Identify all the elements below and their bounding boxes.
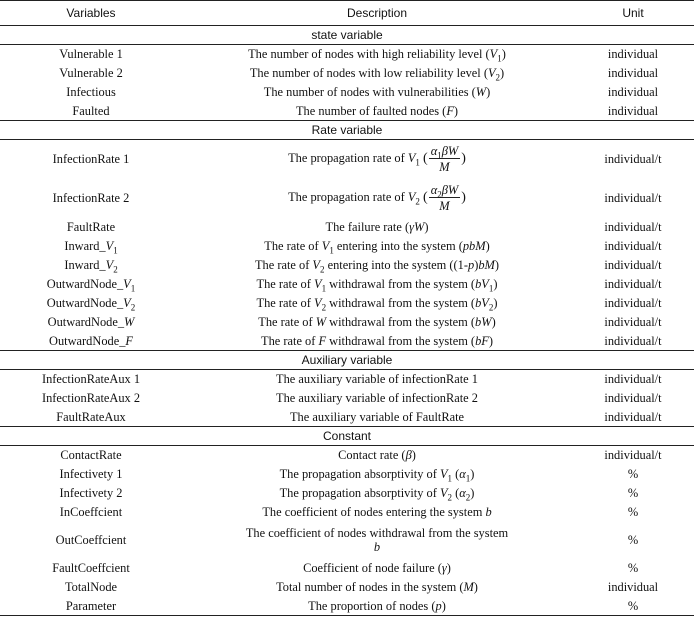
section-row-state bbox=[0, 26, 694, 45]
table-row bbox=[0, 102, 694, 121]
variable-name: OutwardNode_W bbox=[47, 315, 135, 329]
variable-description: The rate of W withdrawal from the system (bW) bbox=[258, 315, 496, 329]
table-row bbox=[0, 45, 694, 64]
section-row-constant bbox=[0, 427, 694, 446]
section-title-rate: Rate variable bbox=[0, 121, 694, 140]
section-row-rate bbox=[0, 121, 694, 140]
variable-unit: individual bbox=[607, 85, 659, 99]
variable-description: The coefficient of nodes entering the system b bbox=[262, 505, 492, 519]
table-row bbox=[0, 237, 694, 256]
variable-name: InfectionRateAux 2 bbox=[41, 391, 141, 405]
table-row bbox=[0, 294, 694, 313]
variable-unit: individual/t bbox=[604, 333, 662, 348]
variable-name: TotalNode bbox=[64, 580, 118, 594]
table-row bbox=[0, 522, 694, 559]
table-row bbox=[0, 83, 694, 102]
table-row bbox=[0, 370, 694, 389]
table-row bbox=[0, 64, 694, 83]
table-row bbox=[0, 332, 694, 351]
variable-unit: individual/t bbox=[604, 372, 662, 387]
table-row bbox=[0, 313, 694, 332]
variable-description: The rate of $V_2$ withdrawal from the system $(bV_2)$ bbox=[256, 296, 498, 313]
variable-description: The auxiliary variable of infectionRate 1 bbox=[276, 372, 478, 387]
variable-name: Parameter bbox=[0, 597, 182, 616]
variable-unit: individual bbox=[607, 580, 659, 594]
variable-unit: individual/t bbox=[604, 315, 662, 329]
table-row bbox=[0, 597, 694, 616]
variable-unit: individual/t bbox=[604, 409, 662, 424]
variable-unit: individual/t bbox=[604, 239, 662, 253]
variable-name: InfectionRate 2 bbox=[52, 191, 130, 205]
variable-unit: individual/t bbox=[604, 448, 662, 463]
variable-description: The auxiliary variable of FaultRate bbox=[289, 409, 465, 424]
header-unit: Unit bbox=[572, 1, 694, 26]
table-row bbox=[0, 408, 694, 427]
variable-unit: % bbox=[627, 467, 639, 481]
section-title-constant: Constant bbox=[0, 427, 694, 446]
variable-unit: individual/t bbox=[604, 391, 662, 405]
table-row bbox=[0, 484, 694, 503]
table-row bbox=[0, 578, 694, 597]
variable-description: The propagation rate of $V_2$ ( $\frac{\alpha_2\beta W}{M}$ ) bbox=[288, 183, 466, 213]
section-title-state: state variable bbox=[0, 26, 694, 45]
variable-description: The number of nodes with low reliability level $(V_2)$ bbox=[249, 66, 505, 83]
variable-name: Infectivety 1 bbox=[59, 467, 123, 481]
section-title-auxiliary: Auxiliary variable bbox=[0, 351, 694, 370]
variable-description: The propagation absorptivity of $V_2$ $(\alpha_2)$ bbox=[279, 486, 475, 503]
header-variables: Variables bbox=[0, 1, 182, 26]
table-row bbox=[0, 218, 694, 237]
variable-description: The number of nodes with high reliability level $(V_1)$ bbox=[248, 47, 506, 64]
table-row bbox=[0, 389, 694, 408]
variable-description: The number of nodes with vulnerabilities (W) bbox=[263, 85, 491, 99]
variable-name: Vulnerable 2 bbox=[59, 66, 123, 80]
table-row bbox=[0, 140, 694, 179]
variable-description: Coefficient of node failure (γ) bbox=[303, 561, 451, 575]
variable-name: Vulnerable 1 bbox=[59, 47, 123, 62]
variable-description: The rate of $V_1$ entering into the system (pbM) bbox=[264, 239, 490, 256]
variable-description: The rate of $V_1$ withdrawal from the system $(bV_1)$ bbox=[256, 277, 498, 294]
table-row bbox=[0, 465, 694, 484]
variable-name: $Inward\_V_2$ bbox=[64, 258, 118, 275]
table-row bbox=[0, 559, 694, 578]
table-row bbox=[0, 503, 694, 522]
table-row bbox=[0, 446, 694, 465]
variable-description: The propagation rate of $V_1$ ( $\frac{\alpha_1\beta W}{M}$ ) bbox=[288, 144, 466, 175]
variable-unit: individual/t bbox=[604, 258, 662, 272]
variable-name: $OutwardNode\_V_1$ bbox=[46, 277, 136, 294]
variable-name: OutwardNode_F bbox=[49, 333, 133, 348]
variable-unit: % bbox=[627, 533, 639, 547]
variable-unit: % bbox=[627, 561, 639, 575]
variable-name: InCoeffcient bbox=[59, 505, 123, 519]
variable-name: FaultRateAux bbox=[56, 409, 126, 424]
variable-unit: individual bbox=[607, 47, 659, 62]
variable-name: FaultRate bbox=[66, 220, 116, 234]
table-row bbox=[0, 256, 694, 275]
variable-description: The coefficient of nodes withdrawal from the system b bbox=[245, 526, 509, 554]
header-description: Description bbox=[182, 1, 572, 26]
variable-unit: individual/t bbox=[604, 296, 662, 310]
variable-description: Contact rate (β) bbox=[338, 448, 416, 463]
variable-unit: individual bbox=[607, 66, 659, 80]
variable-description: Total number of nodes in the system (M) bbox=[276, 580, 478, 594]
variable-unit: individual bbox=[607, 103, 659, 118]
variable-name: $OutwardNode\_V_2$ bbox=[46, 296, 136, 313]
table-row bbox=[0, 179, 694, 218]
variable-unit: individual/t bbox=[604, 152, 662, 167]
variable-description: The auxiliary variable of infectionRate 2 bbox=[276, 391, 478, 405]
variable-description: The rate of F withdrawal from the system (bF) bbox=[261, 333, 493, 348]
variable-unit: % bbox=[572, 597, 694, 616]
table-row bbox=[0, 275, 694, 294]
variable-description: The failure rate (γW) bbox=[325, 220, 429, 234]
variable-name: Infectious bbox=[66, 85, 116, 99]
variable-name: Infectivety 2 bbox=[59, 486, 123, 500]
variable-description: The propagation absorptivity of $V_1$ $(\alpha_1)$ bbox=[279, 467, 475, 484]
variable-name: Faulted bbox=[72, 103, 110, 118]
variable-unit: % bbox=[627, 505, 639, 519]
variable-unit: % bbox=[627, 486, 639, 500]
variable-name: FaultCoeffcient bbox=[52, 561, 130, 575]
variable-unit: individual/t bbox=[604, 191, 662, 205]
variable-description: The rate of $V_2$ entering into the system ((1-p)bM) bbox=[254, 258, 500, 275]
header-row bbox=[0, 1, 694, 26]
variable-unit: individual/t bbox=[604, 220, 662, 234]
variable-name: $Inward\_V_1$ bbox=[64, 239, 118, 256]
variable-name: ContactRate bbox=[60, 448, 122, 463]
section-row-auxiliary bbox=[0, 351, 694, 370]
variable-description: The proportion of nodes (p) bbox=[182, 597, 572, 616]
variable-name: InfectionRateAux 1 bbox=[41, 372, 141, 387]
variable-name: OutCoeffcient bbox=[55, 533, 127, 547]
variable-unit: individual/t bbox=[604, 277, 662, 291]
variable-name: InfectionRate 1 bbox=[52, 152, 130, 167]
variable-description: The number of faulted nodes (F) bbox=[295, 103, 459, 118]
table-body bbox=[0, 26, 694, 616]
